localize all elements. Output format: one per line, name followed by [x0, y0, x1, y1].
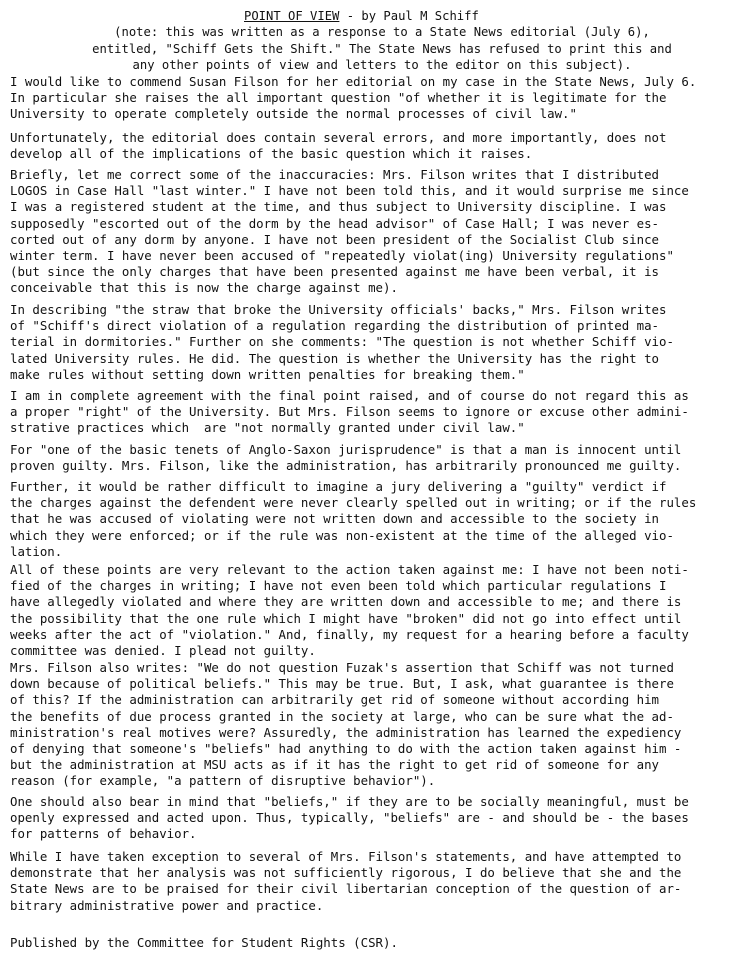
paragraph-8: All of these points are very relevant to the action taken against me: I have not been noti- fied of the charges in writing; I have not even been told which particular regulations I have allegedly violated and where they are written down and accessible to me; and there is the possibility that the one rule which I might have "broken" did not go into effect until weeks after the act of "violation." And, finally, my request for a hearing before a faculty committee was denied. I plead not guilty. [10, 562, 689, 659]
paragraph-9: Mrs. Filson also writes: "We do not question Fuzak's assertion that Schiff was not turned down because of political beliefs." This may be true. But, I ask, what guarantee is there of this? If the administration can arbitrarily get rid of someone without according him the benefits of due process granted in the society at large, who can be sure what the ad- ministration's real motives were? Assuredly, the administration has learned the expediency of denying that someone's "beliefs" had anything to do with the action taken against him - but the administration at MSU acts as if it has the right to get rid of someone for any reason (for example, "a pattern of disruptive behavior"). [10, 660, 682, 789]
title-byline: - by Paul M Schiff [339, 9, 479, 23]
title-heading: POINT OF VIEW [244, 9, 340, 23]
paragraph-2: Unfortunately, the editorial does contain several errors, and more importantly, does not develop all of the implications of the basic question which it raises. [10, 130, 667, 162]
editor-note: (note: this was written as a response to a State News editorial (July 6), entitled, "Schiff Gets the Shift." The State News has refused to print this and any other points of view and letters to the editor on this subject). [92, 25, 672, 72]
paragraph-5: I am in complete agreement with the final point raised, and of course do not regard this as a proper "right" of the University. But Mrs. Filson seems to ignore or excuse other admini- strative practices which are "not normally granted under civil law." [10, 388, 689, 436]
paragraph-7: Further, it would be rather difficult to imagine a jury delivering a "guilty" verdict if the charges against the defendent were never clearly spelled out in writing; or if the rules that he was accused of violating were not written down and accessible to the society in which they were enforced; or if the rule was non-existent at the time of the alleged vio- lation. [10, 479, 697, 559]
paragraph-3: Briefly, let me correct some of the inaccuracies: Mrs. Filson writes that I distributed LOGOS in Case Hall "last winter." I have not been told this, and it would surprise me since I was a registered student at the time, and thus subject to University discipline. I was supposedly "escorted out of the dorm by the head advisor" of Case Hall; I was never es- corted out of any dorm by anyone. I have not been president of the Socialist Club since winter term. I have never been accused of "repeatedly violat(ing) University regulations" (but since the only charges that have been presented against me have been verbal, it is conceivable that this is now the charge against me). [10, 167, 689, 296]
document-title [244, 8, 704, 24]
paragraph-6: For "one of the basic tenets of Anglo-Saxon jurisprudence" is that a man is innocent until proven guilty. Mrs. Filson, like the administration, has arbitrarily pronounced me guilty. [10, 442, 682, 474]
paragraph-1: I would like to commend Susan Filson for her editorial on my case in the State News, July 6. In particular she raises the all important question "of whether it is legitimate for the University to operate completely outside the normal processes of civil law." [10, 74, 697, 122]
publisher-footer: Published by the Committee for Student Rights (CSR). [10, 935, 398, 950]
paragraph-11: While I have taken exception to several of Mrs. Filson's statements, and have attempted to demonstrate that her analysis was not sufficiently rigorous, I do believe that she and the State News are to be praised for their civil libertarian conception of the question of ar- bitrary administrative power and practice. [10, 849, 682, 913]
paragraph-10: One should also bear in mind that "beliefs," if they are to be socially meaningful, must be openly expressed and acted upon. Thus, typically, "beliefs" are - and should be - the bases for patterns of behavior. [10, 794, 689, 842]
paragraph-4: In describing "the straw that broke the University officials' backs," Mrs. Filson writes of "Schiff's direct violation of a regulation regarding the distribution of printed ma- terial in dormitories." Further on she comments: "The question is not whether Schiff vio- lated University rules. He did. The question is whether the University has the right to make rules without setting down written penalties for breaking them." [10, 302, 674, 382]
